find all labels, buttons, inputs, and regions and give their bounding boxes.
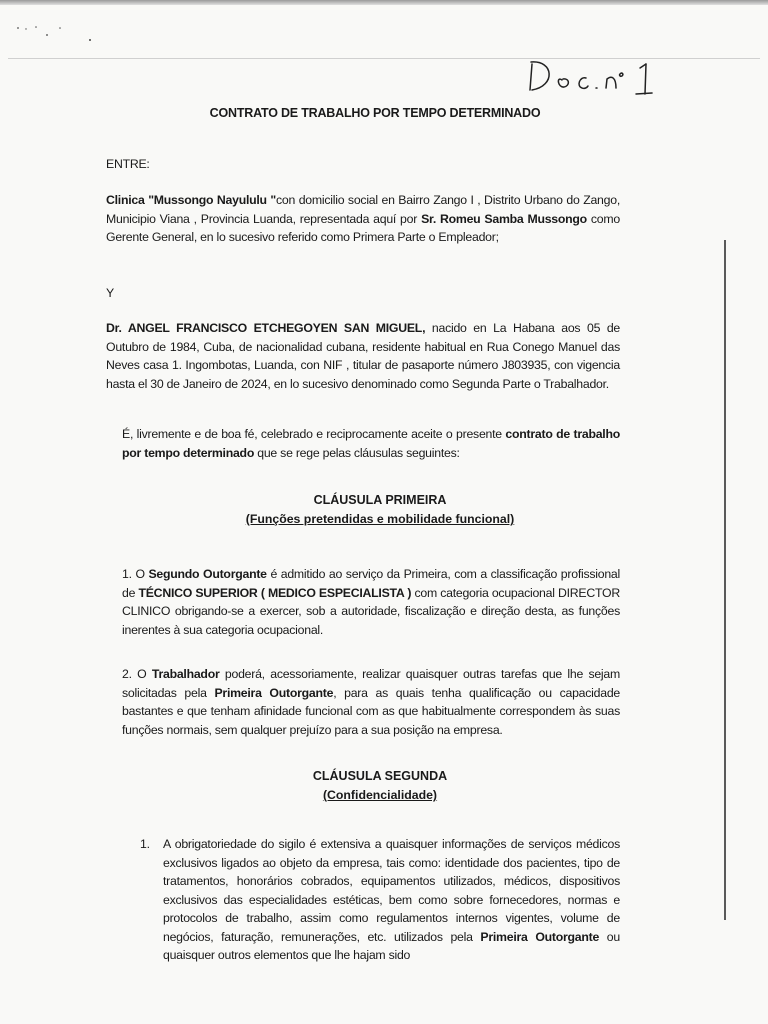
party1-paragraph [106,191,620,247]
clause1-item2-text3: , para as quais tenha qualificação ou capacidade bastantes e que tenham afinidade funcional com as que habitualmente correspondem às suas funções normais, sem qualquer prejuízo para a sua posição na empresa. [122,685,621,737]
intro-contract-type: contrato de trabalho por tempo determinado [122,427,620,460]
scan-margin-line [724,240,726,920]
clause1-heading: CLÁUSULA PRIMEIRA [313,493,447,507]
clause1-item1-text3: com categoria ocupacional DIRECTOR CLINICO obrigando-se a exercer, sob a autoridade, fiscalização e direção desta, as funções inerentes à sua categoria ocupacional. [122,585,620,637]
clause2-heading: CLÁUSULA SEGUNDA [312,769,448,783]
intro-text-end: que se rege pelas cláusulas seguintes: [254,445,460,460]
party1-name: Clinica "Mussongo Nayululu " [106,193,277,207]
clause2-subheading: (Confidencialidade) [322,788,438,802]
clause1-item1-bold: Segundo Outorgante [148,567,267,581]
document-title: CONTRATO DE TRABALHO POR TEMPO DETERMINADO [209,106,541,120]
clause1-item1 [122,565,620,639]
clause1-item2-bold2: Primeira Outorgante [214,685,334,700]
clause1-item1-text2: é admitido ao serviço da Primeira, com a classificação profissional de [122,567,621,600]
intro-text: É, livremente e de boa fé, celebrado e reciprocamente aceite o presente [122,427,506,441]
clause1-item2-text2: poderá, acessoriamente, realizar quaisquer outras tarefas que lhe sejam solicitadas pela [122,667,620,700]
entre-label: ENTRE: [106,157,150,171]
party2-text: nacido en La Habana aos 05 de Outubro de 1984, Cuba, de nacionalidad cubana, residente habitual en Rua Conego Manuel das Neves casa 1. Ingombotas, Luanda, con NIF , titular de pasaporte número J803935, con vigencia hasta el 30 de Janeiro de 2024, en lo sucesivo denominado como Segunda Parte o Trabalhador. [106,321,620,391]
scan-top-edge [0,0,768,5]
party1-text: con domicilio social en Bairro Zango I , Distrito Urbano do Zango, Municipio Viana , Provincia Luanda, representada aquí por [106,193,620,226]
clause1-item2 [122,665,620,739]
intro-paragraph [122,425,620,462]
party2-name: Dr. ANGEL FRANCISCO ETCHEGOYEN SAN MIGUEL, [106,321,426,335]
clause2-item1-text [163,835,620,965]
handwritten-annotation [520,52,720,102]
scan-specks [14,20,104,50]
clause1-item1-classification: TÉCNICO SUPERIOR ( MEDICO ESPECIALISTA ) [138,585,412,600]
clause2-item1-number: 1. [140,837,150,851]
party1-text-end: como Gerente General, en lo sucesivo referido como Primera Parte o Empleador; [106,211,620,244]
clause2-item1-text-start: A obrigatoriedade do sigilo é extensiva a quaisquer informações de serviços médicos exclusivos ligados ao objeto da empresa, tais como: identidade dos pacientes, tipo de tratamentos, honorários cobrados, equipamentos utilizados, médicos, dispositivos exclusivos das especialidades estéticas, bem como sobre fornecedores, normas e protocolos de trabalho, assim como regulamentos internos vigentes, volume de negócios, faturação, remunerações, etc. utilizados pela [163,837,620,944]
clause2-item1-bold: Primeira Outorgante [480,929,600,944]
clause2-item1-text-end: ou quaisquer outros elementos que lhe hajam sido [163,929,620,962]
clause1-subheading: (Funções pretendidas e mobilidade funcional) [245,512,515,526]
clause1-item1-text: 1. O [122,567,149,581]
y-label: Y [106,286,114,300]
clause1-item2-text: 2. O [122,667,152,681]
clause1-item2-bold: Trabalhador [151,667,220,681]
party1-representative: Sr. Romeu Samba Mussongo [421,211,587,226]
party2-paragraph [106,319,620,393]
